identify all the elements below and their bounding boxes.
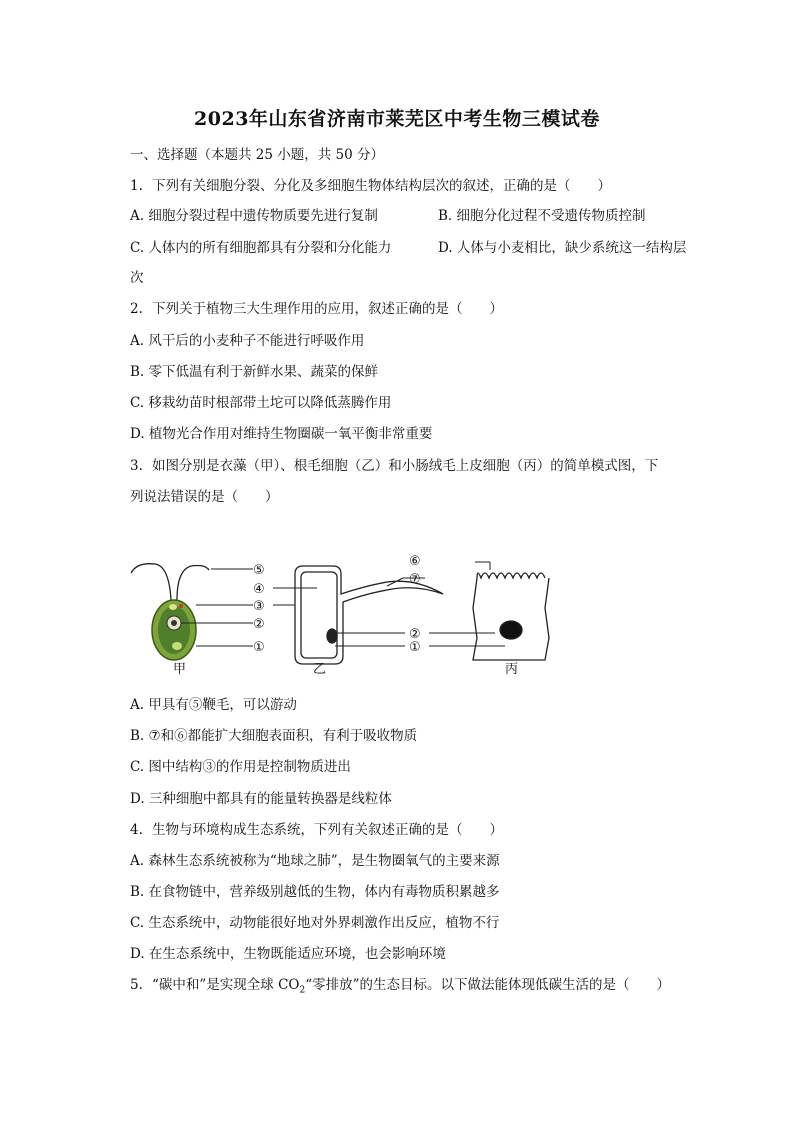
q4-option-c: C. 生态系统中，动物能很好地对外界刺激作出反应，植物不行 [130, 915, 500, 931]
question-text: “碳中和”是实现全球 CO [152, 977, 300, 993]
q2-option-d: D. 植物光合作用对维持生物圈碳一氧平衡非常重要 [130, 426, 433, 442]
question-text-continued: “零排放”的生态目标。以下做法能体现低碳生活的是（ ） [305, 977, 671, 993]
question-number: 1. [130, 178, 143, 194]
label-1-right: ① [409, 640, 421, 655]
q4-option-a: A. 森林生态系统被称为“地球之肺”，是生物圈氧气的主要来源 [130, 853, 500, 869]
q4-option-b: B. 在食物链中，营养级别越低的生物，体内有毒物质积累越多 [130, 884, 500, 900]
subscript: 2 [299, 985, 306, 996]
question-2-stem [130, 300, 503, 318]
question-number: 2. [130, 301, 143, 317]
question-3-stem [130, 457, 658, 475]
question-text: 下列有关细胞分裂、分化及多细胞生物体结构层次的叙述，正确的是（ ） [152, 178, 611, 194]
q3-option-a: A. 甲具有⑤鞭毛，可以游动 [130, 697, 297, 713]
label-4: ④ [253, 582, 265, 597]
caption-yi: 乙 [313, 662, 327, 677]
label-2: ② [253, 617, 265, 632]
label-6: ⑥ [409, 554, 421, 569]
q3-option-d: D. 三种细胞中都具有的能量转换器是线粒体 [130, 791, 392, 807]
q2-option-b: B. 零下低温有利于新鲜水果、蔬菜的保鲜 [130, 364, 379, 380]
caption-bing: 丙 [505, 662, 519, 677]
q1-option-d: D. 人体与小麦相比，缺少系统这一结构层 [438, 240, 687, 256]
q2-option-a: A. 风干后的小麦种子不能进行呼吸作用 [130, 333, 365, 349]
question-number: 4. [130, 822, 143, 838]
root-hair-cell [295, 566, 443, 664]
epithelial-cell [473, 573, 549, 660]
q3-option-b: B. ⑦和⑥都能扩大细胞表面积，有利于吸收物质 [130, 728, 418, 744]
label-3: ③ [253, 599, 265, 614]
caption-jia: 甲 [173, 662, 187, 677]
question-text: 下列关于植物三大生理作用的应用，叙述正确的是（ ） [152, 301, 503, 317]
q1-option-a: A. 细胞分裂过程中遗传物质要先进行复制 [130, 208, 378, 224]
q2-option-c: C. 移栽幼苗时根部带土坨可以降低蒸腾作用 [130, 395, 392, 411]
label-1: ① [253, 640, 265, 655]
question-5-stem [130, 976, 670, 1000]
q1-option-c: C. 人体内的所有细胞都具有分裂和分化能力 [130, 240, 392, 256]
label-7: ⑦ [409, 572, 421, 587]
question-number: 3. [130, 458, 143, 474]
question-1-stem [130, 177, 611, 195]
cell-diagram-figure [125, 548, 565, 683]
question-text: 生物与环境构成生态系统，下列有关叙述正确的是（ ） [152, 822, 503, 838]
question-3-stem-continued: 列说法错误的是（ ） [130, 489, 279, 505]
label-2-right: ② [409, 627, 421, 642]
page-title: 2023年山东省济南市莱芜区中考生物三模试卷 [194, 108, 600, 130]
q1-option-b: B. 细胞分化过程不受遗传物质控制 [438, 208, 646, 224]
question-number: 5. [130, 977, 143, 993]
q4-option-d: D. 在生态系统中，生物既能适应环境，也会影响环境 [130, 946, 446, 962]
section-heading: 一、选择题（本题共 25 小题，共 50 分） [130, 147, 385, 163]
q3-option-c: C. 图中结构③的作用是控制物质进出 [130, 759, 351, 775]
question-text: 如图分别是衣藻（甲）、根毛细胞（乙）和小肠绒毛上皮细胞（丙）的简单模式图，下 [152, 458, 659, 474]
question-4-stem [130, 821, 503, 839]
q1-option-d-continued: 次 [130, 270, 144, 286]
label-5: ⑤ [253, 563, 265, 578]
